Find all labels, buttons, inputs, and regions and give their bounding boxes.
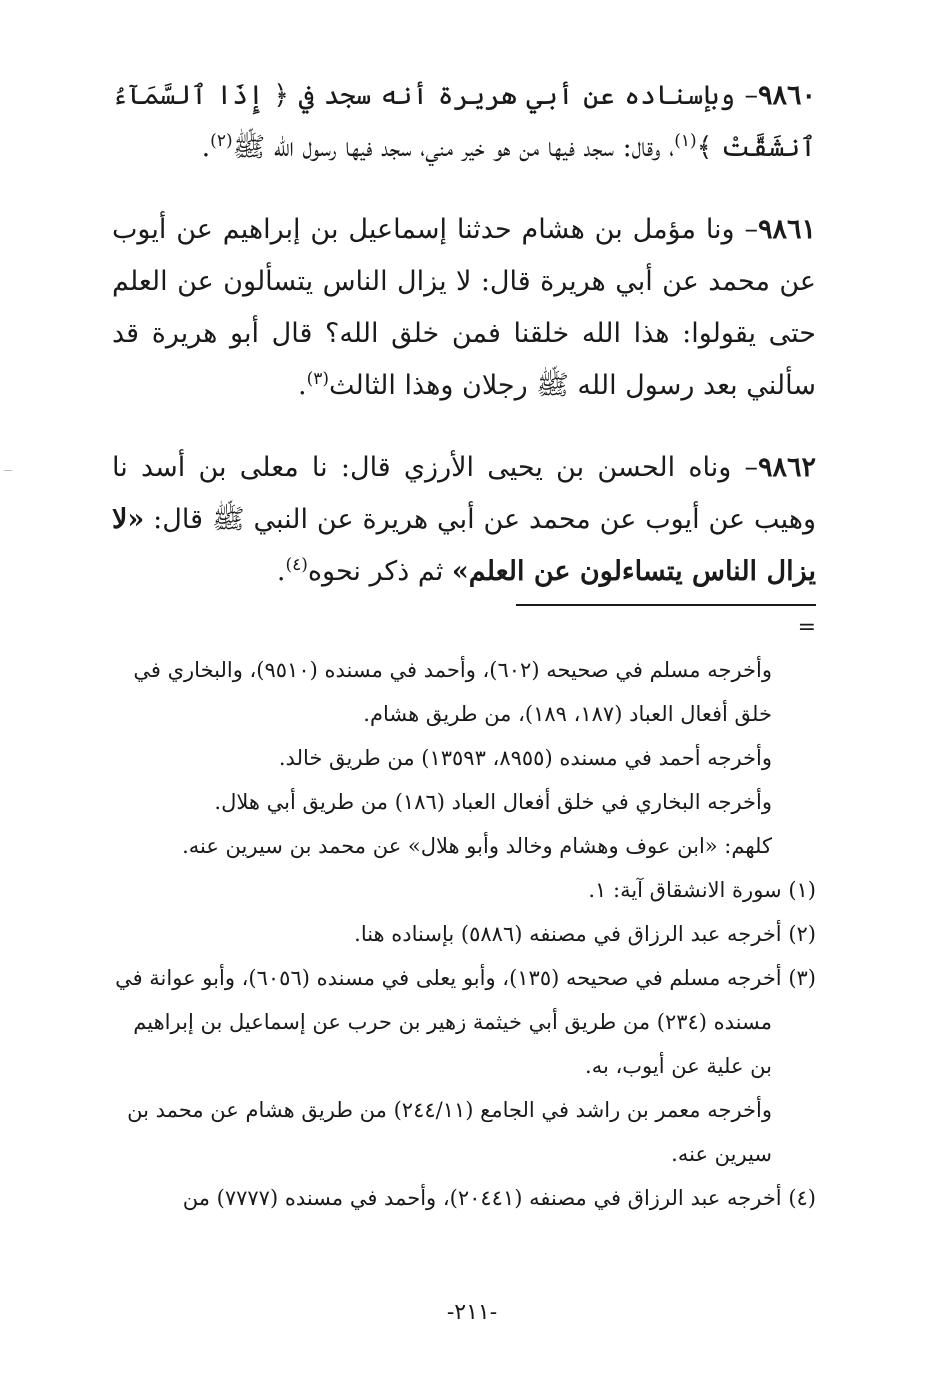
scan-edge-mark [4, 470, 12, 471]
entry-text: ثم ذكر نحوه [307, 556, 452, 587]
entry-text: . [201, 132, 211, 163]
entry-9862 [112, 442, 816, 598]
entry-text: – وبإسناده عن أبي هريرة أنه سجد في ﴿ إِذَا ٱلسَّمَآءُ ٱنشَقَّتْ ﴾ [112, 80, 816, 163]
footnote-ref: (٤) [285, 555, 308, 575]
footnote-separator [516, 604, 816, 606]
footnote-3-continued: وأخرجه معمر بن راشد في الجامع (٢٤٤/١١) من طريق هشام عن محمد بن سيرين عنه. [127, 1098, 772, 1166]
entry-number: ٩٨٦١ [757, 214, 816, 245]
footnote-2: (٢) أخرجه عبد الرزاق في مصنفه (٥٨٨٦) بإسناده هنا. [354, 922, 816, 946]
footnote-1: (١) سورة الانشقاق آية: ١. [588, 878, 816, 902]
continuation-mark: = [797, 615, 816, 640]
entry-text: . [276, 556, 286, 587]
main-text [112, 70, 816, 628]
footnote-ref: (١) [674, 131, 697, 151]
footnotes [112, 648, 816, 1220]
entry-text: – ونا مؤمل بن هشام حدثنا إسماعيل بن إبراهيم عن أيوب عن محمد عن أبي هريرة قال: لا يزال الناس يتسألون عن العلم حتى يقولوا: هذا الله خلقنا فمن خلق الله؟ قال أبو هريرة قد سألني بعد رسول الله ﷺ رجلان وهذا الثالث [112, 214, 816, 401]
footnote-ref: (٢) [210, 131, 233, 151]
entry-number: ٩٨٦٠ [757, 80, 816, 111]
entry-text: . [298, 370, 307, 401]
page-number: -٢١١- [446, 1300, 498, 1325]
footnote-carryover: وأخرجه البخاري في خلق أفعال العباد (١٨٦) من طريق أبي هلال. [214, 790, 772, 814]
footnote-4: (٤) أخرجه عبد الرزاق في مصنفه (٢٠٤٤١)، وأحمد في مسنده (٧٧٧٧) من [182, 1186, 816, 1210]
entry-text: ، وقال: سجد فيها من هو خير مني، سجد فيها رسول الله ﷺ [232, 132, 675, 163]
footnote-3: (٣) أخرجه مسلم في صحيحه (١٣٥)، وأبو يعلى في مسنده (٦٠٥٦)، وأبو عوانة في مسنده (٢٣٤) من طريق أبي خيثمة زهير بن حرب عن إسماعيل بن إبراهيم بن علية عن أيوب، به. [115, 966, 816, 1078]
footnote-carryover: وأخرجه أحمد في مسنده (٨٩٥٥، ١٣٥٩٣) من طريق خالد. [278, 746, 772, 770]
entry-9860 [112, 70, 816, 174]
footnote-carryover: كلهم: «ابن عوف وهشام وخالد وأبو هلال» عن محمد بن سيرين عنه. [182, 834, 772, 858]
footnote-carryover: وأخرجه مسلم في صحيحه (٦٠٢)، وأحمد في مسنده (٩٥١٠)، والبخاري في خلق أفعال العباد (١٨٧، ١٨٩)، من طريق هشام. [133, 658, 772, 726]
entry-number: ٩٨٦٢ [757, 452, 816, 483]
hadith-quote: «لا يزال الناس يتساءلون عن العلم» [112, 504, 816, 587]
footnote-ref: (٣) [306, 369, 330, 389]
entry-9861 [112, 204, 816, 412]
entry-text: – وناه الحسن بن يحيى الأرزي قال: نا معلى بن أسد نا وهيب عن أيوب عن محمد عن أبي هريرة عن النبي ﷺ قال: [112, 452, 816, 535]
